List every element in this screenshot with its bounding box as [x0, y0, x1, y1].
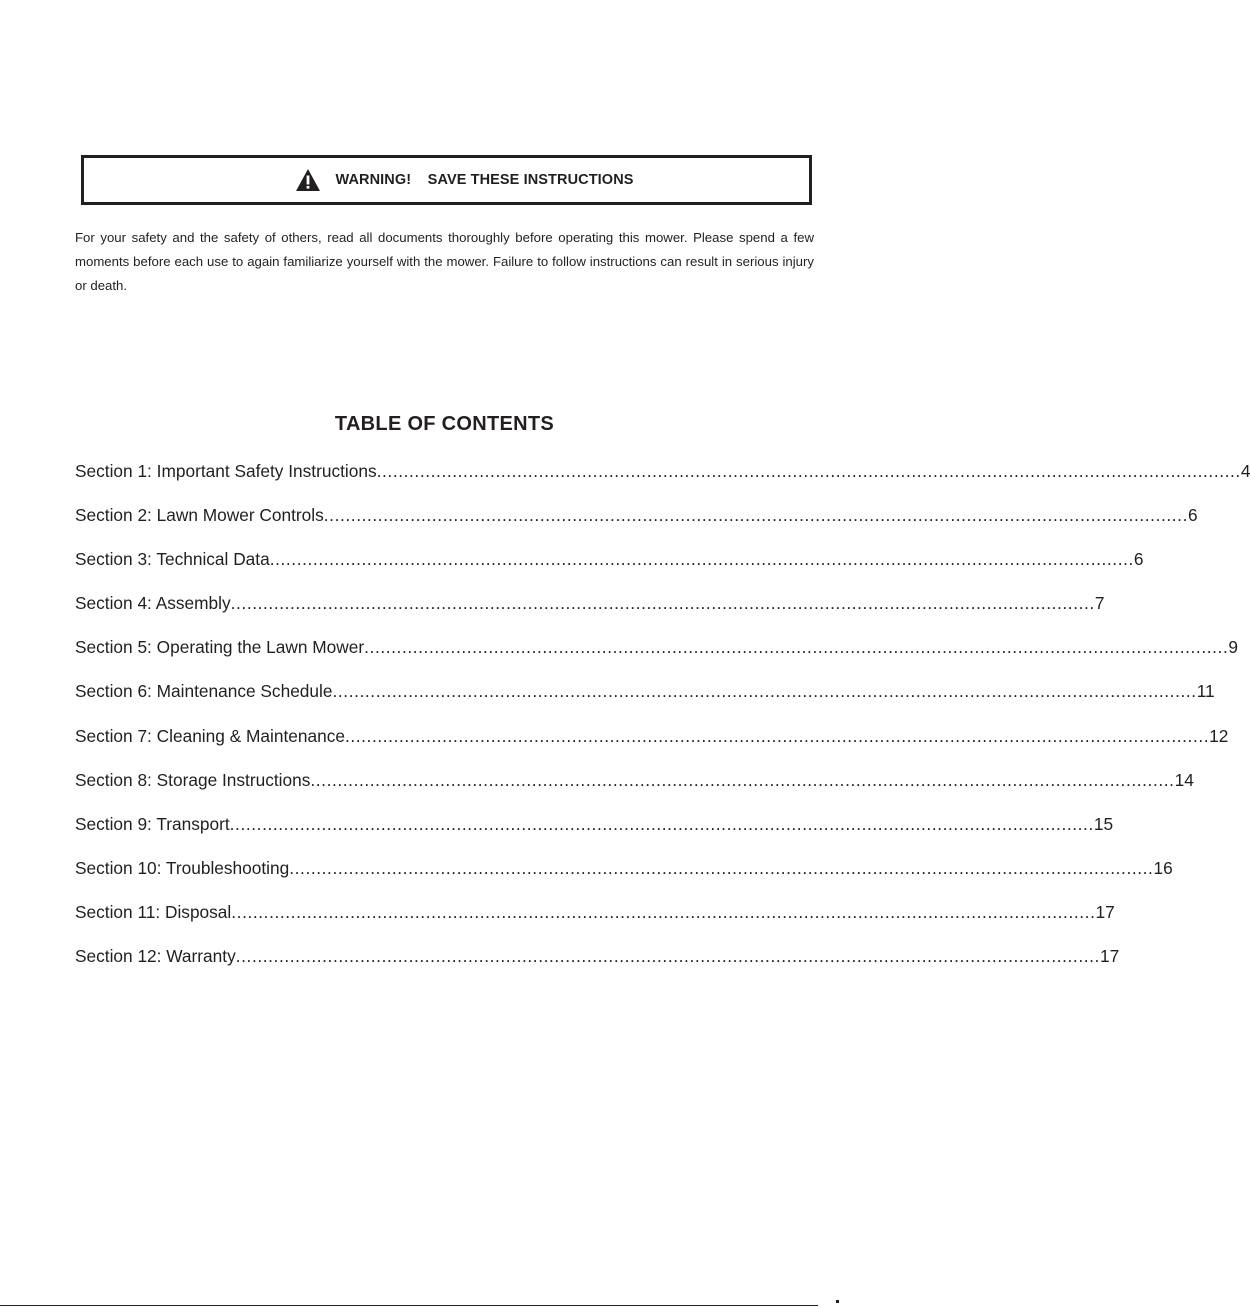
toc-entry-label: Section 4: Assembly	[75, 593, 231, 613]
toc-leader: ................................................................................................................................................................	[344, 726, 1210, 746]
toc-entry-page: 17	[1095, 902, 1115, 922]
toc-leader: ................................................................................................................................................................	[231, 902, 1096, 922]
toc-leader: ................................................................................................................................................................	[289, 858, 1154, 878]
toc-entry-section-12[interactable]	[75, 945, 1120, 967]
toc-entry-label: Section 11: Disposal	[75, 902, 232, 922]
warning-title: WARNING! SAVE THESE INSTRUCTIONS	[335, 172, 634, 188]
toc-entry-section-2[interactable]	[75, 504, 1198, 526]
toc-entry-label: Section 7: Cleaning & Maintenance	[75, 726, 345, 746]
toc-entry-page: 14	[1174, 770, 1194, 790]
toc-leader: ................................................................................................................................................................	[310, 770, 1175, 790]
toc-entry-label: Section 2: Lawn Mower Controls	[75, 505, 324, 525]
toc-entry-section-3[interactable]	[75, 548, 1144, 570]
toc-entry-page: 11	[1196, 681, 1215, 701]
toc-entry-section-10[interactable]	[75, 857, 1173, 879]
warning-content	[295, 168, 633, 192]
toc-leader: ................................................................................................................................................................	[323, 505, 1188, 525]
page-corner-mark	[836, 1300, 839, 1303]
toc-entry-label: Section 9: Transport	[75, 814, 230, 834]
toc-leader: ................................................................................................................................................................	[332, 681, 1197, 701]
toc-entry-page: 4	[1240, 461, 1250, 481]
footer-rule	[0, 1305, 818, 1306]
toc-entry-page: 9	[1228, 637, 1238, 657]
toc-entry-page: 16	[1153, 858, 1173, 878]
toc-entry-page: 17	[1099, 946, 1120, 966]
toc-entry-page: 15	[1093, 814, 1114, 834]
toc-leader: ................................................................................................................................................................	[235, 946, 1100, 966]
toc-entry-section-4[interactable]	[75, 592, 1105, 614]
toc-leader: ................................................................................................................................................................	[376, 461, 1241, 481]
toc-entry-section-8[interactable]	[75, 769, 1194, 791]
safety-intro-paragraph: For your safety and the safety of others, read all documents thoroughly before operating this mower. Please spend a few moments before each use to again familiarize yourself with the mower. Failure to follow instructions can result in serious injury or death.	[75, 230, 814, 293]
toc-entry-page: 7	[1094, 593, 1105, 613]
toc-entry-page: 12	[1209, 726, 1229, 746]
toc-entry-section-9[interactable]	[75, 813, 1114, 835]
warning-triangle-icon	[295, 168, 321, 192]
toc-entry-page: 6	[1133, 549, 1144, 569]
warning-banner	[81, 155, 812, 205]
toc-entry-section-11[interactable]	[75, 901, 1115, 923]
toc-leader: ................................................................................................................................................................	[364, 637, 1229, 657]
toc-entry-label: Section 10: Troubleshooting	[75, 858, 290, 878]
toc-entry-label: Section 3: Technical Data	[75, 549, 270, 569]
toc-leader: ................................................................................................................................................................	[229, 814, 1094, 834]
toc-entry-label: Section 12: Warranty	[75, 946, 236, 966]
toc-entry-section-6[interactable]	[75, 680, 1215, 702]
toc-entry-label: Section 5: Operating the Lawn Mower	[75, 637, 365, 657]
toc-title: TABLE OF CONTENTS	[334, 413, 555, 435]
toc-entry-section-1[interactable]	[75, 460, 1250, 482]
toc-leader: ................................................................................................................................................................	[230, 593, 1095, 613]
toc-entry-page: 6	[1188, 505, 1198, 525]
toc-entry-section-5[interactable]	[75, 636, 1238, 658]
toc-entry-label: Section 1: Important Safety Instructions	[75, 461, 377, 481]
toc-leader: ................................................................................................................................................................	[269, 549, 1134, 569]
toc-entry-label: Section 6: Maintenance Schedule	[75, 681, 333, 701]
toc-entry-section-7[interactable]	[75, 725, 1229, 747]
toc-entry-label: Section 8: Storage Instructions	[75, 770, 311, 790]
